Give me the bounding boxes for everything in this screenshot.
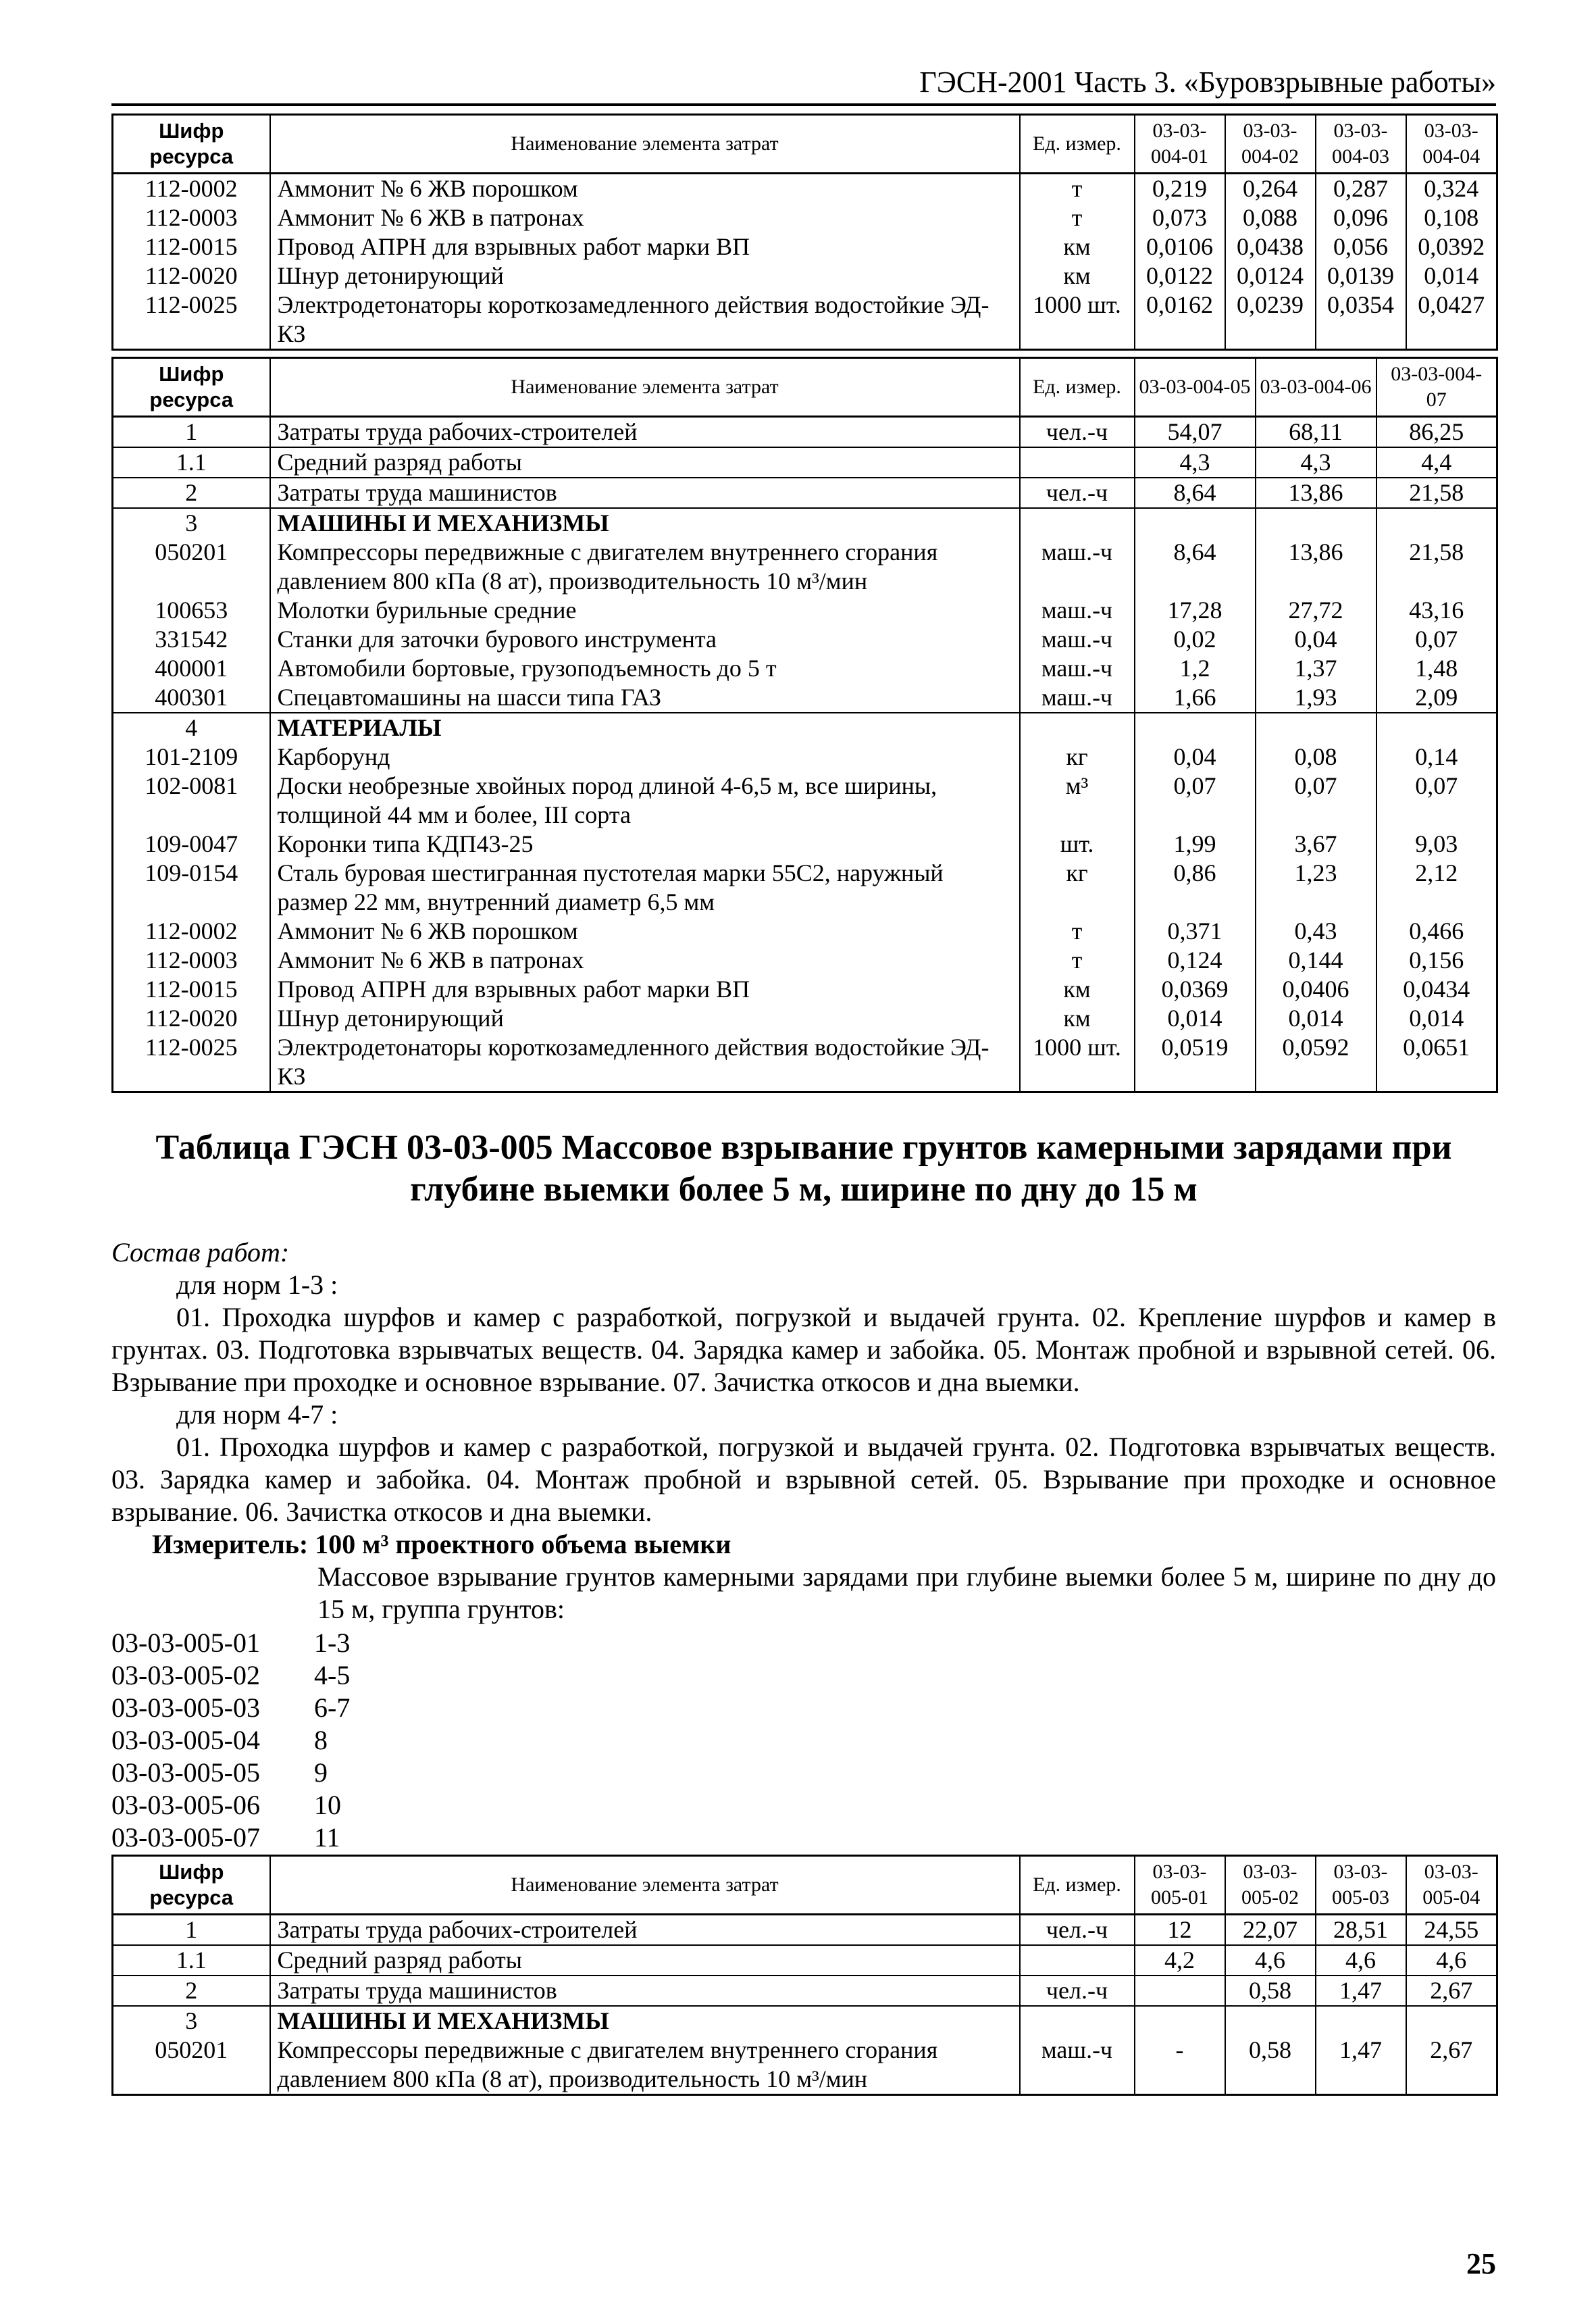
cost-element-name: Компрессоры передвижные с двигателем внутреннего сгорания давлением 800 кПа (8 ат), производительность 10 м³/мин bbox=[270, 2036, 1020, 2095]
norm-value: 0,144 bbox=[1256, 946, 1376, 975]
soil-group: 11 bbox=[314, 1822, 340, 1853]
table-row bbox=[113, 232, 1497, 261]
header-row bbox=[113, 358, 1497, 417]
norm-value: 0,014 bbox=[1406, 261, 1497, 291]
cost-element-name: Шнур детонирующий bbox=[270, 1004, 1020, 1033]
norm-value: 0,0162 bbox=[1135, 291, 1225, 350]
norm-value: 68,11 bbox=[1256, 417, 1376, 448]
norm-row bbox=[111, 1659, 350, 1692]
column-header: Шифр ресурса bbox=[113, 358, 270, 417]
norm-value: 0,014 bbox=[1256, 1004, 1376, 1033]
norm-value: 86,25 bbox=[1376, 417, 1497, 448]
cost-element-name: Провод АПРН для взрывных работ марки ВП bbox=[270, 232, 1020, 261]
norm-value: 0,07 bbox=[1256, 772, 1376, 830]
norm-value: 0,156 bbox=[1376, 946, 1497, 975]
unit-of-measure: 1000 шт. bbox=[1020, 291, 1135, 350]
cost-element-name: Автомобили бортовые, грузоподъемность до 5 т bbox=[270, 654, 1020, 683]
unit-of-measure bbox=[1020, 2006, 1135, 2036]
norm-row bbox=[111, 1821, 350, 1854]
norm-value: 0,0519 bbox=[1135, 1033, 1256, 1092]
table-row bbox=[113, 203, 1497, 232]
header-row bbox=[113, 1856, 1497, 1915]
table-row bbox=[113, 683, 1497, 713]
table-header bbox=[113, 115, 1497, 174]
unit-of-measure: м³ bbox=[1020, 772, 1135, 830]
unit-of-measure bbox=[1020, 1945, 1135, 1976]
norm-value: 0,264 bbox=[1225, 174, 1316, 204]
norm-value: 24,55 bbox=[1406, 1915, 1497, 1946]
norm-value: 0,0438 bbox=[1225, 232, 1316, 261]
norm-code: 03-03-005-02 bbox=[111, 1660, 260, 1690]
norm-value bbox=[1135, 508, 1256, 538]
norm-value: - bbox=[1135, 2036, 1225, 2095]
norm-value: 0,073 bbox=[1135, 203, 1225, 232]
table-row bbox=[113, 174, 1497, 204]
column-header: 03-03-005-01 bbox=[1135, 1856, 1225, 1915]
resource-table-004-05-07 bbox=[111, 357, 1498, 1093]
norm-value: 0,0592 bbox=[1256, 1033, 1376, 1092]
norm-value: 0,0106 bbox=[1135, 232, 1225, 261]
norm-value: 0,0122 bbox=[1135, 261, 1225, 291]
norm-value bbox=[1376, 508, 1497, 538]
resource-code: 112-0002 bbox=[113, 917, 270, 946]
cost-element-name: Средний разряд работы bbox=[270, 447, 1020, 478]
norm-value bbox=[1256, 713, 1376, 743]
table-row bbox=[113, 291, 1497, 350]
unit-of-measure: т bbox=[1020, 203, 1135, 232]
norms-subtitle: Массовое взрывание грунтов камерными зарядами при глубине выемки более 5 м, ширине по дну до 15 м, группа грунтов: bbox=[317, 1561, 1496, 1624]
norm-value: 4,6 bbox=[1225, 1945, 1316, 1976]
column-header: Наименование элемента затрат bbox=[270, 1856, 1020, 1915]
resource-code: 112-0002 bbox=[113, 174, 270, 204]
norm-value: 0,0369 bbox=[1135, 975, 1256, 1004]
table-row bbox=[113, 1033, 1497, 1092]
norm-value: 0,14 bbox=[1376, 743, 1497, 772]
unit-of-measure: маш.-ч bbox=[1020, 538, 1135, 596]
unit-of-measure: км bbox=[1020, 261, 1135, 291]
resource-code: 112-0015 bbox=[113, 975, 270, 1004]
cost-element-name: МАШИНЫ И МЕХАНИЗМЫ bbox=[270, 2006, 1020, 2036]
norm-value bbox=[1256, 508, 1376, 538]
resource-code: 109-0154 bbox=[113, 859, 270, 917]
norm-value: 1,93 bbox=[1256, 683, 1376, 713]
table-row bbox=[113, 1945, 1497, 1976]
norm-value bbox=[1376, 713, 1497, 743]
column-header: 03-03-004-05 bbox=[1135, 358, 1256, 417]
cost-element-name: Коронки типа КДП43-25 bbox=[270, 830, 1020, 859]
resource-code: 112-0015 bbox=[113, 232, 270, 261]
resource-code: 3 bbox=[113, 2006, 270, 2036]
resource-code: 050201 bbox=[113, 2036, 270, 2095]
unit-of-measure: маш.-ч bbox=[1020, 654, 1135, 683]
norm-value bbox=[1135, 1976, 1225, 2006]
norm-value: 21,58 bbox=[1376, 478, 1497, 508]
column-header: Ед. измер. bbox=[1020, 358, 1135, 417]
norms-1-3-text: 01. Проходка шурфов и камер с разработкой, погрузкой и выдачей грунта. 02. Крепление шурфов и камер в грунтах. 03. Подготовка взрывчатых веществ. 04. Зарядка камер и забойка. 05. Монтаж пробной и взрывной сетей. 06. Взрывание при проходке и основное взрывание. 07. Зачистка откосов и дна выемки. bbox=[111, 1302, 1496, 1397]
table-row bbox=[113, 478, 1497, 508]
norm-value: 0,124 bbox=[1135, 946, 1256, 975]
table-row bbox=[113, 1915, 1497, 1946]
soil-group: 9 bbox=[314, 1757, 328, 1788]
norm-value: 0,0427 bbox=[1406, 291, 1497, 350]
cost-element-name: Затраты труда рабочих-строителей bbox=[270, 1915, 1020, 1946]
resource-code: 101-2109 bbox=[113, 743, 270, 772]
unit-of-measure: кг bbox=[1020, 859, 1135, 917]
norm-row bbox=[111, 1692, 350, 1724]
norm-value: 0,056 bbox=[1316, 232, 1406, 261]
norm-row bbox=[111, 1627, 350, 1659]
unit-of-measure: т bbox=[1020, 174, 1135, 204]
soil-group: 6-7 bbox=[314, 1692, 351, 1723]
soil-group: 10 bbox=[314, 1790, 341, 1820]
norm-value: 0,014 bbox=[1135, 1004, 1256, 1033]
norm-value: 0,0392 bbox=[1406, 232, 1497, 261]
cost-element-name: Средний разряд работы bbox=[270, 1945, 1020, 1976]
resource-code: 100653 bbox=[113, 596, 270, 625]
cost-element-name: Карборунд bbox=[270, 743, 1020, 772]
norm-value: 0,86 bbox=[1135, 859, 1256, 917]
table-header bbox=[113, 1856, 1497, 1915]
column-header: 03-03-004-07 bbox=[1376, 358, 1497, 417]
column-header: 03-03-004-03 bbox=[1316, 115, 1406, 174]
norm-value: 4,3 bbox=[1256, 447, 1376, 478]
norm-value: 0,07 bbox=[1135, 772, 1256, 830]
column-header: 03-03-005-02 bbox=[1225, 1856, 1316, 1915]
table-row bbox=[113, 2006, 1497, 2036]
table-body bbox=[113, 417, 1497, 1092]
column-header: 03-03-005-03 bbox=[1316, 1856, 1406, 1915]
norm-value: 0,0406 bbox=[1256, 975, 1376, 1004]
norm-value: 4,6 bbox=[1316, 1945, 1406, 1976]
page-number: 25 bbox=[1466, 2247, 1496, 2280]
norm-value: 3,67 bbox=[1256, 830, 1376, 859]
norm-value bbox=[1406, 2006, 1497, 2036]
column-header: 03-03-005-04 bbox=[1406, 1856, 1497, 1915]
norm-value: 2,67 bbox=[1406, 1976, 1497, 2006]
unit-of-measure: кг bbox=[1020, 743, 1135, 772]
unit-of-measure: 1000 шт. bbox=[1020, 1033, 1135, 1092]
norm-value: 4,4 bbox=[1376, 447, 1497, 478]
norm-value: 1,48 bbox=[1376, 654, 1497, 683]
table-row bbox=[113, 654, 1497, 683]
measurer: Измеритель: 100 м³ проектного объема выемки bbox=[152, 1529, 731, 1559]
norm-value bbox=[1135, 2006, 1225, 2036]
column-header: Наименование элемента затрат bbox=[270, 358, 1020, 417]
unit-of-measure: чел.-ч bbox=[1020, 417, 1135, 448]
table-row bbox=[113, 917, 1497, 946]
table-body bbox=[113, 1915, 1497, 2095]
norm-value: 0,58 bbox=[1225, 2036, 1316, 2095]
norm-value: 0,0651 bbox=[1376, 1033, 1497, 1092]
cost-element-name: МАТЕРИАЛЫ bbox=[270, 713, 1020, 743]
norm-value: 4,6 bbox=[1406, 1945, 1497, 1976]
norms-4-7-text: 01. Проходка шурфов и камер с разработкой, погрузкой и выдачей грунта. 02. Подготовка взрывчатых веществ. 03. Зарядка камер и забойка. 04. Монтаж пробной и взрывной сетей. 05. Взрывание при проходке и основное взрывание. 06. Зачистка откосов и дна выемки. bbox=[111, 1432, 1496, 1527]
norm-value: 9,03 bbox=[1376, 830, 1497, 859]
section-title: Таблица ГЭСН 03-03-005 Массовое взрывание грунтов камерными зарядами при глубине выемки более 5 м, ширине по дну до 15 м bbox=[155, 1128, 1452, 1209]
table-row bbox=[113, 596, 1497, 625]
norm-value bbox=[1316, 2006, 1406, 2036]
resource-code: 109-0047 bbox=[113, 830, 270, 859]
cost-element-name: Аммонит № 6 ЖВ в патронах bbox=[270, 946, 1020, 975]
norm-value: 8,64 bbox=[1135, 478, 1256, 508]
norm-row bbox=[111, 1757, 350, 1789]
unit-of-measure: т bbox=[1020, 917, 1135, 946]
cost-element-name: Затраты труда машинистов bbox=[270, 1976, 1020, 2006]
norm-value: 4,2 bbox=[1135, 1945, 1225, 1976]
norm-code: 03-03-005-05 bbox=[111, 1757, 260, 1788]
table-row bbox=[113, 830, 1497, 859]
norm-value: 0,07 bbox=[1376, 625, 1497, 654]
cost-element-name: Станки для заточки бурового инструмента bbox=[270, 625, 1020, 654]
cost-element-name: Молотки бурильные средние bbox=[270, 596, 1020, 625]
resource-code: 1 bbox=[113, 1915, 270, 1946]
norm-value: 2,67 bbox=[1406, 2036, 1497, 2095]
norm-value: 1,47 bbox=[1316, 2036, 1406, 2095]
cost-element-name: Компрессоры передвижные с двигателем внутреннего сгорания давлением 800 кПа (8 ат), производительность 10 м³/мин bbox=[270, 538, 1020, 596]
norm-value: 2,12 bbox=[1376, 859, 1497, 917]
norm-value bbox=[1225, 2006, 1316, 2036]
cost-element-name: Провод АПРН для взрывных работ марки ВП bbox=[270, 975, 1020, 1004]
soil-group: 4-5 bbox=[314, 1660, 351, 1690]
norm-value: 0,0139 bbox=[1316, 261, 1406, 291]
norm-value: 0,04 bbox=[1256, 625, 1376, 654]
unit-of-measure: т bbox=[1020, 946, 1135, 975]
norm-value: 0,0239 bbox=[1225, 291, 1316, 350]
cost-element-name: Сталь буровая шестигранная пустотелая марки 55С2, наружный размер 22 мм, внутренний диаметр 6,5 мм bbox=[270, 859, 1020, 917]
header-row bbox=[113, 115, 1497, 174]
norm-value: 0,287 bbox=[1316, 174, 1406, 204]
unit-of-measure: маш.-ч bbox=[1020, 625, 1135, 654]
norms-1-3-label: для норм 1-3 : bbox=[176, 1269, 338, 1300]
cost-element-name: Спецавтомашины на шасси типа ГАЗ bbox=[270, 683, 1020, 713]
table-row bbox=[113, 975, 1497, 1004]
column-header: 03-03-004-01 bbox=[1135, 115, 1225, 174]
table-row bbox=[113, 772, 1497, 830]
resource-code: 331542 bbox=[113, 625, 270, 654]
unit-of-measure bbox=[1020, 447, 1135, 478]
cost-element-name: Аммонит № 6 ЖВ в патронах bbox=[270, 203, 1020, 232]
unit-of-measure: чел.-ч bbox=[1020, 478, 1135, 508]
resource-code: 102-0081 bbox=[113, 772, 270, 830]
norm-value: 2,09 bbox=[1376, 683, 1497, 713]
table-row bbox=[113, 2036, 1497, 2095]
norm-value: 0,0434 bbox=[1376, 975, 1497, 1004]
norm-row bbox=[111, 1789, 350, 1821]
norm-value: 1,2 bbox=[1135, 654, 1256, 683]
resource-code: 1.1 bbox=[113, 447, 270, 478]
norm-value: 21,58 bbox=[1376, 538, 1497, 596]
cost-element-name: Аммонит № 6 ЖВ порошком bbox=[270, 174, 1020, 204]
norm-code: 03-03-005-01 bbox=[111, 1628, 260, 1658]
cost-element-name: Электродетонаторы короткозамедленного действия водостойкие ЭД-КЗ bbox=[270, 1033, 1020, 1092]
work-composition bbox=[111, 1236, 1496, 1561]
norm-value: 1,66 bbox=[1135, 683, 1256, 713]
norm-value: 43,16 bbox=[1376, 596, 1497, 625]
unit-of-measure: шт. bbox=[1020, 830, 1135, 859]
table-row bbox=[113, 625, 1497, 654]
norm-value: 22,07 bbox=[1225, 1915, 1316, 1946]
soil-group: 1-3 bbox=[314, 1628, 351, 1658]
resource-code: 112-0025 bbox=[113, 291, 270, 350]
resource-code: 1 bbox=[113, 417, 270, 448]
resource-code: 400301 bbox=[113, 683, 270, 713]
norm-row bbox=[111, 1724, 350, 1757]
norm-value: 0,02 bbox=[1135, 625, 1256, 654]
column-header: Ед. измер. bbox=[1020, 115, 1135, 174]
resource-code: 3 bbox=[113, 508, 270, 538]
column-header: Шифр ресурса bbox=[113, 115, 270, 174]
norm-code: 03-03-005-04 bbox=[111, 1725, 260, 1755]
cost-element-name: Затраты труда рабочих-строителей bbox=[270, 417, 1020, 448]
table-row bbox=[113, 538, 1497, 596]
norm-value bbox=[1135, 713, 1256, 743]
composition-label: Состав работ: bbox=[111, 1237, 290, 1267]
resource-code: 400001 bbox=[113, 654, 270, 683]
table-header bbox=[113, 358, 1497, 417]
soil-group: 8 bbox=[314, 1725, 328, 1755]
resource-code: 2 bbox=[113, 1976, 270, 2006]
resource-code: 112-0003 bbox=[113, 203, 270, 232]
resource-code: 112-0025 bbox=[113, 1033, 270, 1092]
table-row bbox=[113, 859, 1497, 917]
unit-of-measure: маш.-ч bbox=[1020, 683, 1135, 713]
norm-value: 1,23 bbox=[1256, 859, 1376, 917]
table-row bbox=[113, 417, 1497, 448]
unit-of-measure: маш.-ч bbox=[1020, 596, 1135, 625]
norm-value: 4,3 bbox=[1135, 447, 1256, 478]
table-row bbox=[113, 508, 1497, 538]
unit-of-measure: маш.-ч bbox=[1020, 2036, 1135, 2095]
cost-element-name: Аммонит № 6 ЖВ порошком bbox=[270, 917, 1020, 946]
resource-code: 112-0020 bbox=[113, 1004, 270, 1033]
norm-value: 8,64 bbox=[1135, 538, 1256, 596]
norm-code: 03-03-005-03 bbox=[111, 1692, 260, 1723]
resource-code: 2 bbox=[113, 478, 270, 508]
norm-value: 0,04 bbox=[1135, 743, 1256, 772]
unit-of-measure: чел.-ч bbox=[1020, 1915, 1135, 1946]
unit-of-measure: км bbox=[1020, 232, 1135, 261]
resource-code: 050201 bbox=[113, 538, 270, 596]
norm-value: 0,0124 bbox=[1225, 261, 1316, 291]
column-header: Наименование элемента затрат bbox=[270, 115, 1020, 174]
column-header: 03-03-004-06 bbox=[1256, 358, 1376, 417]
cost-element-name: Затраты труда машинистов bbox=[270, 478, 1020, 508]
norm-value: 13,86 bbox=[1256, 538, 1376, 596]
norm-value: 27,72 bbox=[1256, 596, 1376, 625]
table-row bbox=[113, 1976, 1497, 2006]
norm-value: 13,86 bbox=[1256, 478, 1376, 508]
page-header: ГЭСН-2001 Часть 3. «Буровзрывные работы» bbox=[111, 65, 1496, 106]
norm-value: 0,108 bbox=[1406, 203, 1497, 232]
unit-of-measure: км bbox=[1020, 975, 1135, 1004]
table-row bbox=[113, 743, 1497, 772]
norm-value: 12 bbox=[1135, 1915, 1225, 1946]
norm-value: 54,07 bbox=[1135, 417, 1256, 448]
norm-value: 0,43 bbox=[1256, 917, 1376, 946]
norm-value: 0,0354 bbox=[1316, 291, 1406, 350]
norms-list bbox=[111, 1627, 350, 1854]
resource-code: 1.1 bbox=[113, 1945, 270, 1976]
table-row bbox=[113, 713, 1497, 743]
table-row bbox=[113, 1004, 1497, 1033]
norm-value: 1,99 bbox=[1135, 830, 1256, 859]
norm-value: 0,07 bbox=[1376, 772, 1497, 830]
column-header: Шифр ресурса bbox=[113, 1856, 270, 1915]
norm-code: 03-03-005-06 bbox=[111, 1790, 260, 1820]
norm-value: 28,51 bbox=[1316, 1915, 1406, 1946]
resource-code: 112-0003 bbox=[113, 946, 270, 975]
column-header: 03-03-004-02 bbox=[1225, 115, 1316, 174]
table-row bbox=[113, 447, 1497, 478]
cost-element-name: МАШИНЫ И МЕХАНИЗМЫ bbox=[270, 508, 1020, 538]
unit-of-measure: чел.-ч bbox=[1020, 1976, 1135, 2006]
norm-value: 0,219 bbox=[1135, 174, 1225, 204]
unit-of-measure: км bbox=[1020, 1004, 1135, 1033]
norm-value: 0,324 bbox=[1406, 174, 1497, 204]
unit-of-measure bbox=[1020, 713, 1135, 743]
norm-value: 0,371 bbox=[1135, 917, 1256, 946]
table-body bbox=[113, 174, 1497, 350]
norm-value: 0,08 bbox=[1256, 743, 1376, 772]
column-header: Ед. измер. bbox=[1020, 1856, 1135, 1915]
table-row bbox=[113, 261, 1497, 291]
resource-code: 112-0020 bbox=[113, 261, 270, 291]
resource-code: 4 bbox=[113, 713, 270, 743]
norms-4-7-label: для норм 4-7 : bbox=[176, 1399, 338, 1430]
norm-value: 17,28 bbox=[1135, 596, 1256, 625]
norm-value: 1,47 bbox=[1316, 1976, 1406, 2006]
norm-value: 1,37 bbox=[1256, 654, 1376, 683]
table-row bbox=[113, 946, 1497, 975]
norm-value: 0,088 bbox=[1225, 203, 1316, 232]
norm-code: 03-03-005-07 bbox=[111, 1822, 260, 1853]
norm-value: 0,466 bbox=[1376, 917, 1497, 946]
norm-value: 0,096 bbox=[1316, 203, 1406, 232]
norm-value: 0,58 bbox=[1225, 1976, 1316, 2006]
unit-of-measure bbox=[1020, 508, 1135, 538]
cost-element-name: Электродетонаторы короткозамедленного действия водостойкие ЭД-КЗ bbox=[270, 291, 1020, 350]
resource-table-005-01-04 bbox=[111, 1855, 1498, 2096]
cost-element-name: Доски необрезные хвойных пород длиной 4-6,5 м, все ширины, толщиной 44 мм и более, III сорта bbox=[270, 772, 1020, 830]
resource-table-004-01-04 bbox=[111, 114, 1498, 351]
cost-element-name: Шнур детонирующий bbox=[270, 261, 1020, 291]
norm-value: 0,014 bbox=[1376, 1004, 1497, 1033]
column-header: 03-03-004-04 bbox=[1406, 115, 1497, 174]
